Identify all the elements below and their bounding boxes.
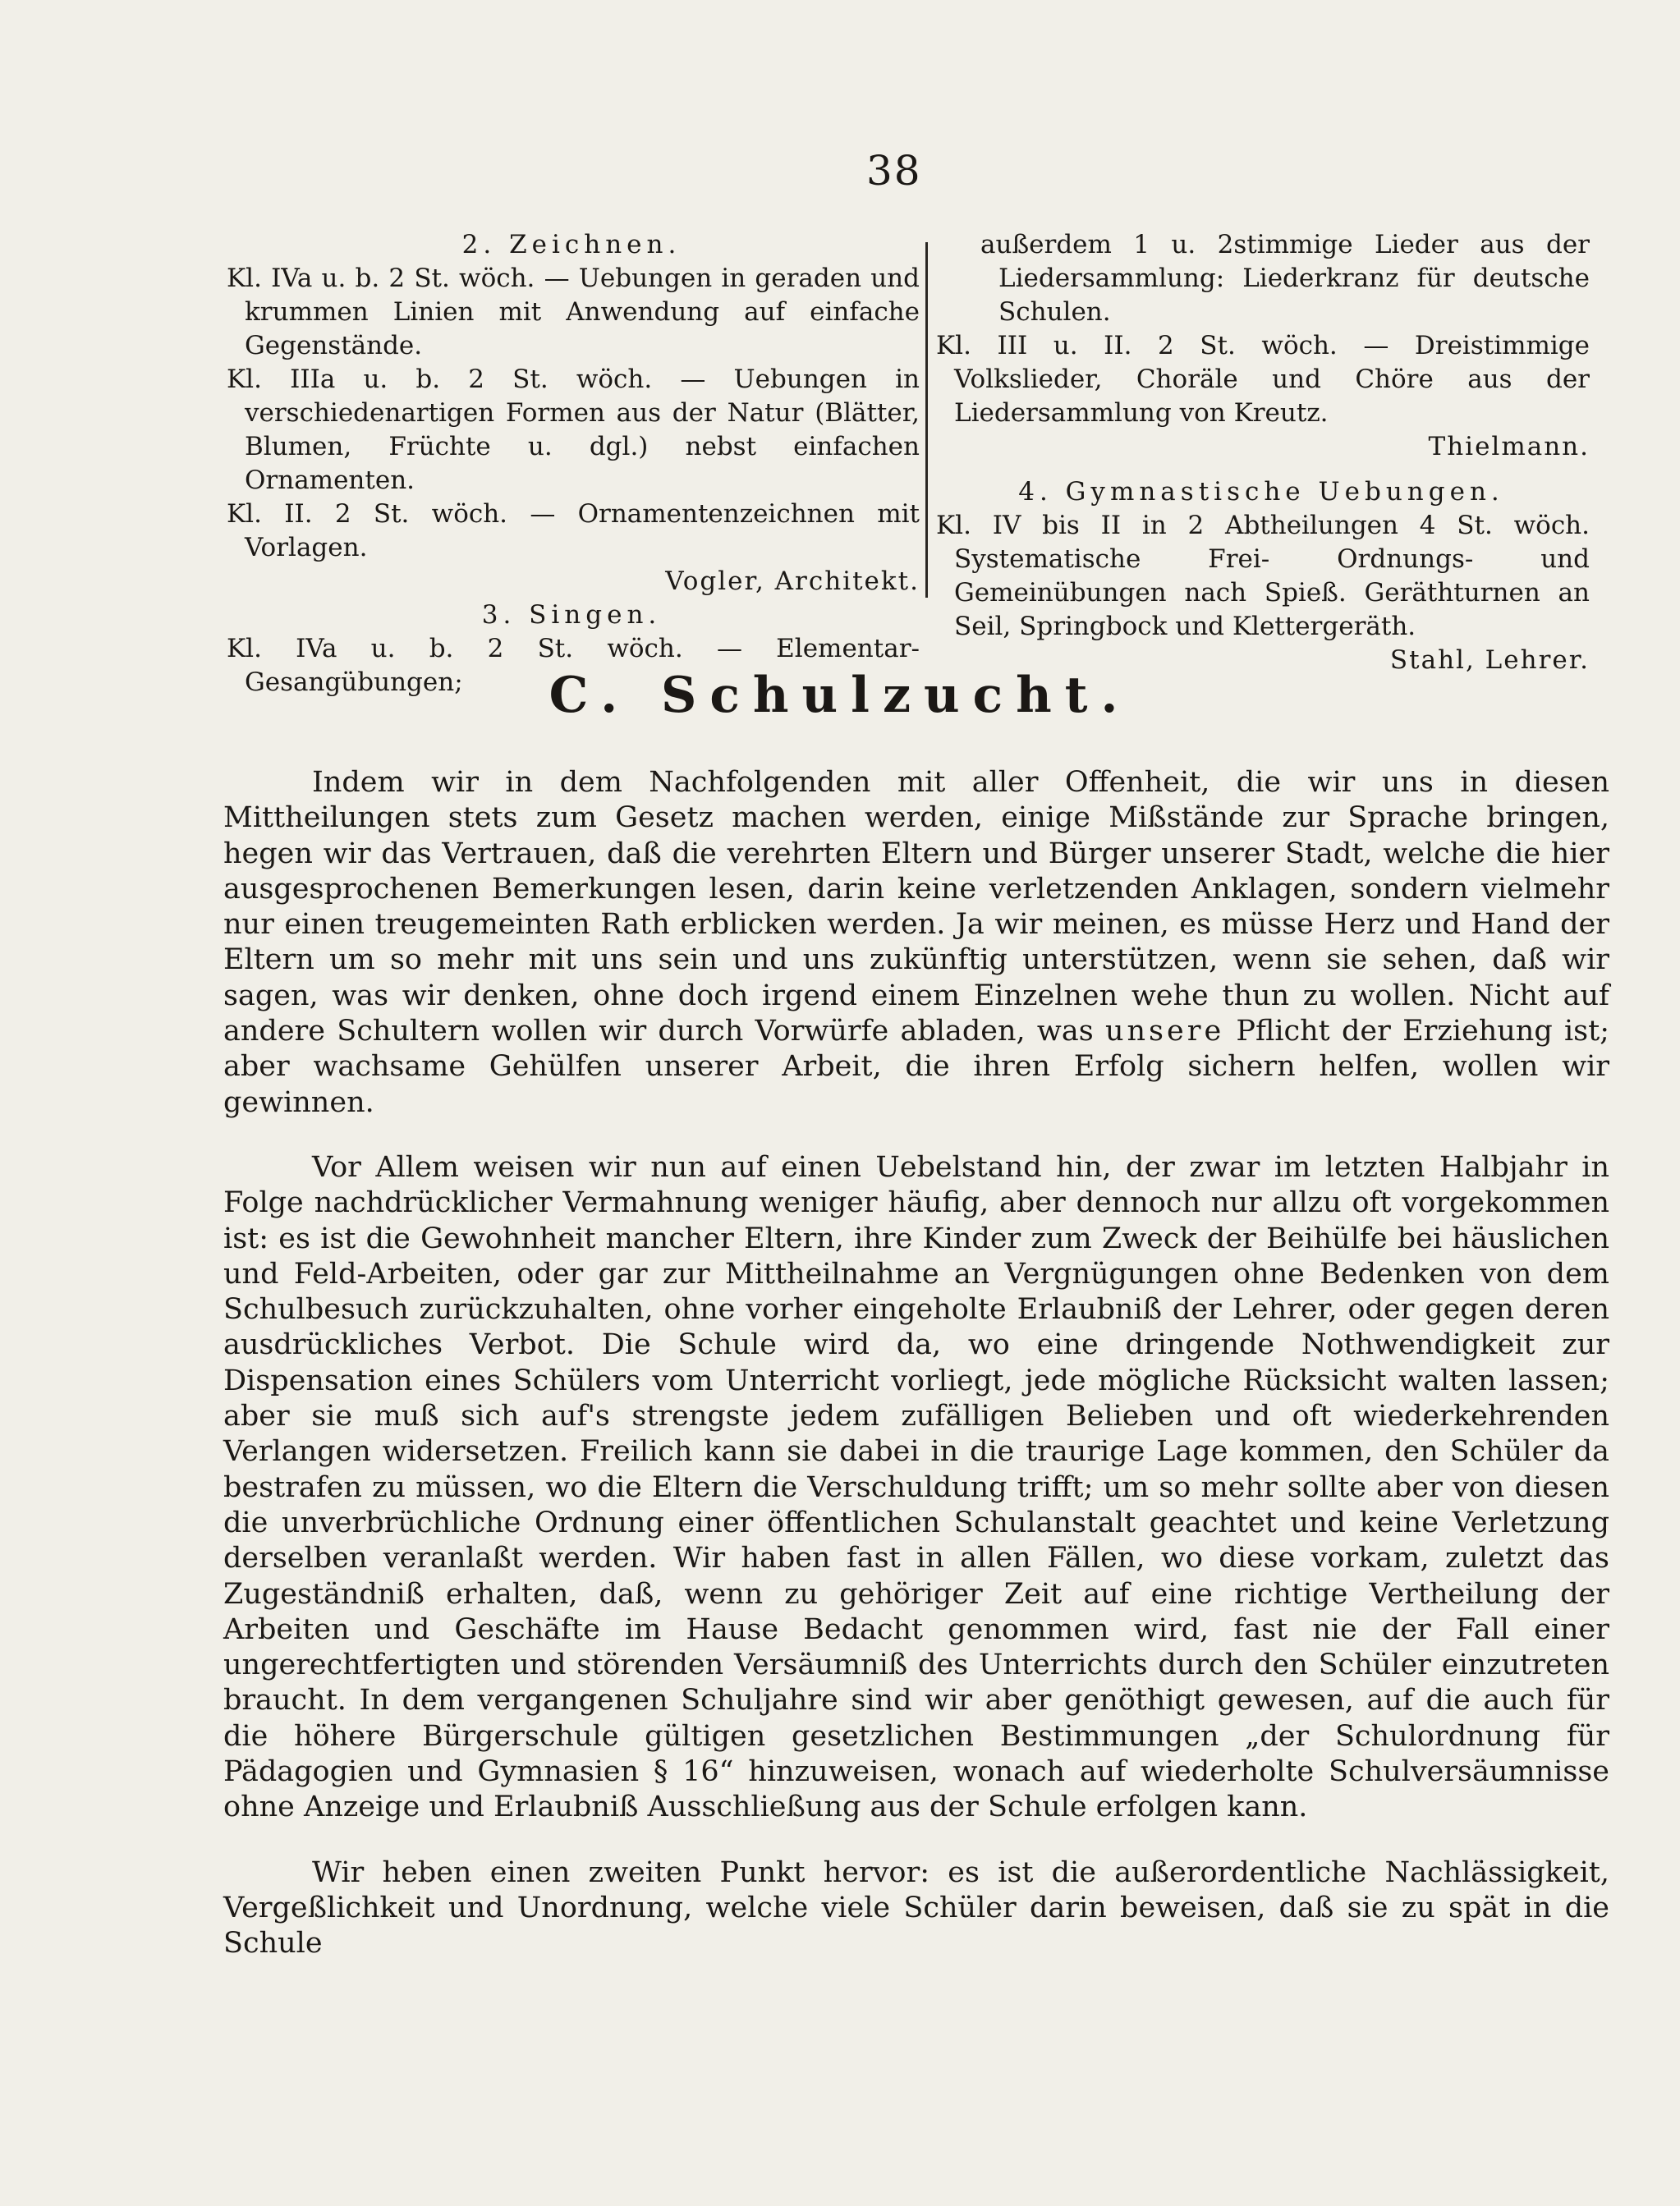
drawing-entry: Kl. II. 2 St. wöch. — Ornamentenzeichnen mit Vorlagen.: [227, 499, 920, 562]
gymnastics-signature: Stahl, Lehrer.: [1389, 645, 1590, 675]
drawing-heading: 2. Zeichnen.: [461, 230, 682, 259]
drawing-entry: Kl. IVa u. b. 2 St. wöch. — Uebungen in geraden und krummen Linien mit Anwendung auf einfache Gegenstände.: [227, 264, 920, 360]
section-heading: C. Schulzucht.: [549, 667, 1131, 724]
right-column: [933, 228, 1590, 677]
paragraph: Wir heben einen zweiten Punkt hervor: es ist die außerordentliche Nachlässigkeit, Vergeßlichkeit und Unordnung, welche viele Schüler darin beweisen, daß sie zu spät in die Schule: [223, 1855, 1609, 1961]
gymnastics-entry: Kl. IV bis II in 2 Abtheilungen 4 St. wöch. Systematische Frei- Ordnungs- und Gemeinübungen nach Spieß. Geräthturnen an Seil, Springbock und Klettergeräth.: [936, 511, 1590, 641]
drawing-entry: Kl. IIIa u. b. 2 St. wöch. — Uebungen in verschiedenartigen Formen aus der Natur (Blätter, Blumen, Früchte u. dgl.) nebst einfachen Ornamenten.: [227, 365, 920, 495]
singing-continuation: außerdem 1 u. 2stimmige Lieder aus der Liedersammlung: Liederkranz für deutsche Schulen.: [980, 230, 1590, 327]
paragraph: [223, 765, 1609, 1121]
singing-signature: Thielmann.: [1428, 432, 1590, 461]
paragraph-text: Pflicht der Erziehung ist; aber wachsame Gehülfen unserer Arbeit, die ihren Erfolg sichern helfen, wollen wir gewinnen.: [223, 1015, 1609, 1119]
left-column: [223, 228, 920, 699]
emphasized-word: unsere: [1104, 1015, 1225, 1048]
column-divider: [925, 242, 928, 598]
paragraph-text: Indem wir in dem Nachfolgenden mit aller Offenheit, die wir uns in diesen Mittheilungen stets zum Gesetz machen werden, einige Mißstände zur Sprache bringen, hegen wir das Vertrauen, daß die verehrten Eltern und Bürger unserer Stadt, welche die hier ausgesprochenen Bemerkungen lesen, darin keine verletzenden Anklagen, sondern vielmehr nur einen treugemeinten Rath erblicken werden. Ja wir meinen, es müsse Herz und Hand der Eltern um so mehr mit uns sein und uns zukünftig unterstützen, wenn sie sehen, daß wir sagen, was wir denken, ohne doch irgend einem Einzelnen wehe thun zu wollen. Nicht auf andere Schultern wollen wir durch Vorwürfe abladen, was: [223, 766, 1609, 1048]
paragraph: Vor Allem weisen wir nun auf einen Uebelstand hin, der zwar im letzten Halbjahr in Folge nachdrücklicher Vermahnung weniger häufig, aber dennoch nur allzu oft vorgekommen ist: es ist die Gewohnheit mancher Eltern, ihre Kinder zum Zweck der Beihülfe bei häuslichen und Feld-Arbeiten, oder gar zur Mittheilnahme an Vergnügungen ohne Bedenken von dem Schulbesuch zurückzuhalten, ohne vorher eingeholte Erlaubniß der Lehrer, oder gegen deren ausdrückliches Verbot. Die Schule wird da, wo eine dringende Nothwendigkeit zur Dispensation eines Schülers vom Unterricht vorliegt, jede mögliche Rücksicht walten lassen; aber sie muß sich auf's strengste jedem zufälligen Belieben und oft wiederkehrenden Verlangen widersetzen. Freilich kann sie dabei in die traurige Lage kommen, den Schüler da bestrafen zu müssen, wo die Eltern die Verschuldung trifft; um so mehr sollte aber von diesen die unverbrüchliche Ordnung einer öffentlichen Schulanstalt geachtet und keine Verletzung derselben veranlaßt werden. Wir haben fast in allen Fällen, wo diese vorkam, zuletzt das Zugeständniß erhalten, daß, wenn zu gehöriger Zeit auf eine richtige Vertheilung der Arbeiten und Geschäfte im Hause Bedacht genommen wird, fast nie der Fall einer ungerechtfertigten und störenden Versäumniß des Unterrichts durch den Schüler einzutreten braucht. In dem vergangenen Schuljahre sind wir aber genöthigt gewesen, auf die auch für die höhere Bürgerschule gültigen gesetzlichen Bestimmungen „der Schulordnung für Pädagogien und Gymnasien § 16“ hinzuweisen, wonach auf wiederholte Schulversäumnisse ohne Anzeige und Erlaubniß Ausschließung aus der Schule erfolgen kann.: [223, 1150, 1609, 1824]
drawing-signature: Vogler, Architekt.: [665, 566, 920, 596]
gymnastics-heading: 4. Gymnastische Uebungen.: [1018, 477, 1504, 507]
body-text: [223, 765, 1609, 1962]
singing-heading: 3. Singen.: [481, 600, 662, 630]
singing-entry: Kl. IVa u. b. 2 St. wöch. — Elementar-Gesangübungen;: [227, 634, 920, 697]
page-number: 38: [866, 147, 922, 195]
singing-entry: Kl. III u. II. 2 St. wöch. — Dreistimmige Volkslieder, Choräle und Chöre aus der Liedersammlung von Kreutz.: [936, 331, 1590, 428]
